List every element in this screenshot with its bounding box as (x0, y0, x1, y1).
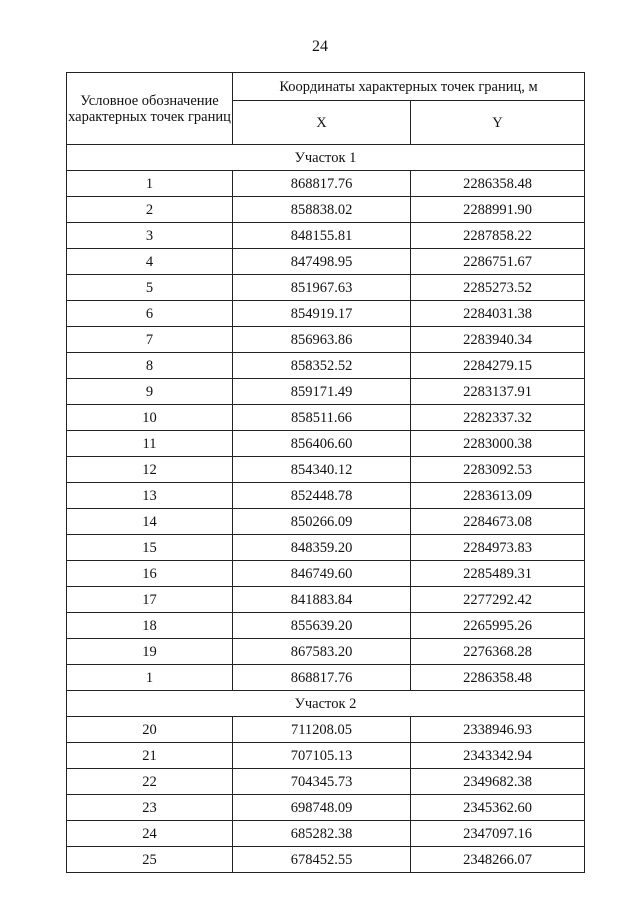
point-cell: 17 (67, 587, 233, 613)
point-cell: 15 (67, 535, 233, 561)
table-row (67, 405, 585, 431)
y-cell: 2286358.48 (411, 665, 585, 691)
point-cell: 21 (67, 743, 233, 769)
y-cell: 2284031.38 (411, 301, 585, 327)
table-row (67, 483, 585, 509)
coordinates-table (66, 72, 585, 873)
table-row (67, 379, 585, 405)
table-row (67, 561, 585, 587)
point-cell: 16 (67, 561, 233, 587)
y-cell: 2283613.09 (411, 483, 585, 509)
point-cell: 7 (67, 327, 233, 353)
point-cell: 23 (67, 795, 233, 821)
y-cell: 2338946.93 (411, 717, 585, 743)
table-row (67, 223, 585, 249)
x-cell: 850266.09 (233, 509, 411, 535)
table-row (67, 353, 585, 379)
y-cell: 2285273.52 (411, 275, 585, 301)
y-cell: 2288991.90 (411, 197, 585, 223)
point-cell: 1 (67, 171, 233, 197)
point-cell: 12 (67, 457, 233, 483)
table-row (67, 301, 585, 327)
x-cell: 858511.66 (233, 405, 411, 431)
x-cell: 855639.20 (233, 613, 411, 639)
y-cell: 2276368.28 (411, 639, 585, 665)
y-cell: 2265995.26 (411, 613, 585, 639)
x-cell: 847498.95 (233, 249, 411, 275)
x-cell: 858838.02 (233, 197, 411, 223)
point-cell: 13 (67, 483, 233, 509)
y-cell: 2286358.48 (411, 171, 585, 197)
point-cell: 25 (67, 847, 233, 873)
y-cell: 2349682.38 (411, 769, 585, 795)
x-cell: 858352.52 (233, 353, 411, 379)
y-cell: 2283137.91 (411, 379, 585, 405)
x-cell: 868817.76 (233, 665, 411, 691)
table-row (67, 847, 585, 873)
table-row (67, 587, 585, 613)
point-cell: 9 (67, 379, 233, 405)
x-cell: 704345.73 (233, 769, 411, 795)
x-cell: 854919.17 (233, 301, 411, 327)
point-cell: 3 (67, 223, 233, 249)
y-cell: 2347097.16 (411, 821, 585, 847)
table-row (67, 665, 585, 691)
table-row (67, 769, 585, 795)
table-row (67, 197, 585, 223)
x-cell: 856963.86 (233, 327, 411, 353)
point-cell: 6 (67, 301, 233, 327)
table-row (67, 795, 585, 821)
point-cell: 8 (67, 353, 233, 379)
x-cell: 856406.60 (233, 431, 411, 457)
table-row (67, 509, 585, 535)
y-cell: 2284973.83 (411, 535, 585, 561)
y-cell: 2283000.38 (411, 431, 585, 457)
x-cell: 859171.49 (233, 379, 411, 405)
section-title: Участок 1 (67, 145, 585, 171)
table-row (67, 249, 585, 275)
y-cell: 2343342.94 (411, 743, 585, 769)
table-row (67, 171, 585, 197)
point-cell: 18 (67, 613, 233, 639)
y-cell: 2284673.08 (411, 509, 585, 535)
x-cell: 852448.78 (233, 483, 411, 509)
table-row (67, 717, 585, 743)
section-row (67, 145, 585, 171)
y-cell: 2282337.32 (411, 405, 585, 431)
section-title: Участок 2 (67, 691, 585, 717)
y-cell: 2277292.42 (411, 587, 585, 613)
point-designation-header: Условное обозначение характерных точек границ (67, 73, 233, 145)
x-cell: 846749.60 (233, 561, 411, 587)
y-cell: 2287858.22 (411, 223, 585, 249)
x-cell: 698748.09 (233, 795, 411, 821)
table-row (67, 457, 585, 483)
y-cell: 2283092.53 (411, 457, 585, 483)
x-cell: 841883.84 (233, 587, 411, 613)
table-row (67, 327, 585, 353)
x-cell: 867583.20 (233, 639, 411, 665)
y-cell: 2286751.67 (411, 249, 585, 275)
table-row (67, 431, 585, 457)
table-body (67, 145, 585, 873)
point-cell: 11 (67, 431, 233, 457)
section-row (67, 691, 585, 717)
x-cell: 848359.20 (233, 535, 411, 561)
point-cell: 14 (67, 509, 233, 535)
table-row (67, 821, 585, 847)
point-cell: 24 (67, 821, 233, 847)
point-cell: 22 (67, 769, 233, 795)
table-row (67, 743, 585, 769)
x-cell: 707105.13 (233, 743, 411, 769)
table-row (67, 535, 585, 561)
y-cell: 2283940.34 (411, 327, 585, 353)
coordinates-header: Координаты характерных точек границ, м (233, 73, 585, 101)
y-cell: 2285489.31 (411, 561, 585, 587)
y-cell: 2345362.60 (411, 795, 585, 821)
point-cell: 2 (67, 197, 233, 223)
point-cell: 5 (67, 275, 233, 301)
x-cell: 678452.55 (233, 847, 411, 873)
x-cell: 854340.12 (233, 457, 411, 483)
table-row (67, 275, 585, 301)
table-row (67, 639, 585, 665)
point-cell: 1 (67, 665, 233, 691)
x-cell: 868817.76 (233, 171, 411, 197)
x-cell: 848155.81 (233, 223, 411, 249)
table-row (67, 613, 585, 639)
point-cell: 4 (67, 249, 233, 275)
y-cell: 2284279.15 (411, 353, 585, 379)
x-cell: 685282.38 (233, 821, 411, 847)
x-cell: 851967.63 (233, 275, 411, 301)
point-cell: 10 (67, 405, 233, 431)
point-cell: 20 (67, 717, 233, 743)
x-cell: 711208.05 (233, 717, 411, 743)
y-header: Y (411, 101, 585, 145)
point-cell: 19 (67, 639, 233, 665)
y-cell: 2348266.07 (411, 847, 585, 873)
page-number: 24 (312, 38, 328, 55)
x-header: X (233, 101, 411, 145)
